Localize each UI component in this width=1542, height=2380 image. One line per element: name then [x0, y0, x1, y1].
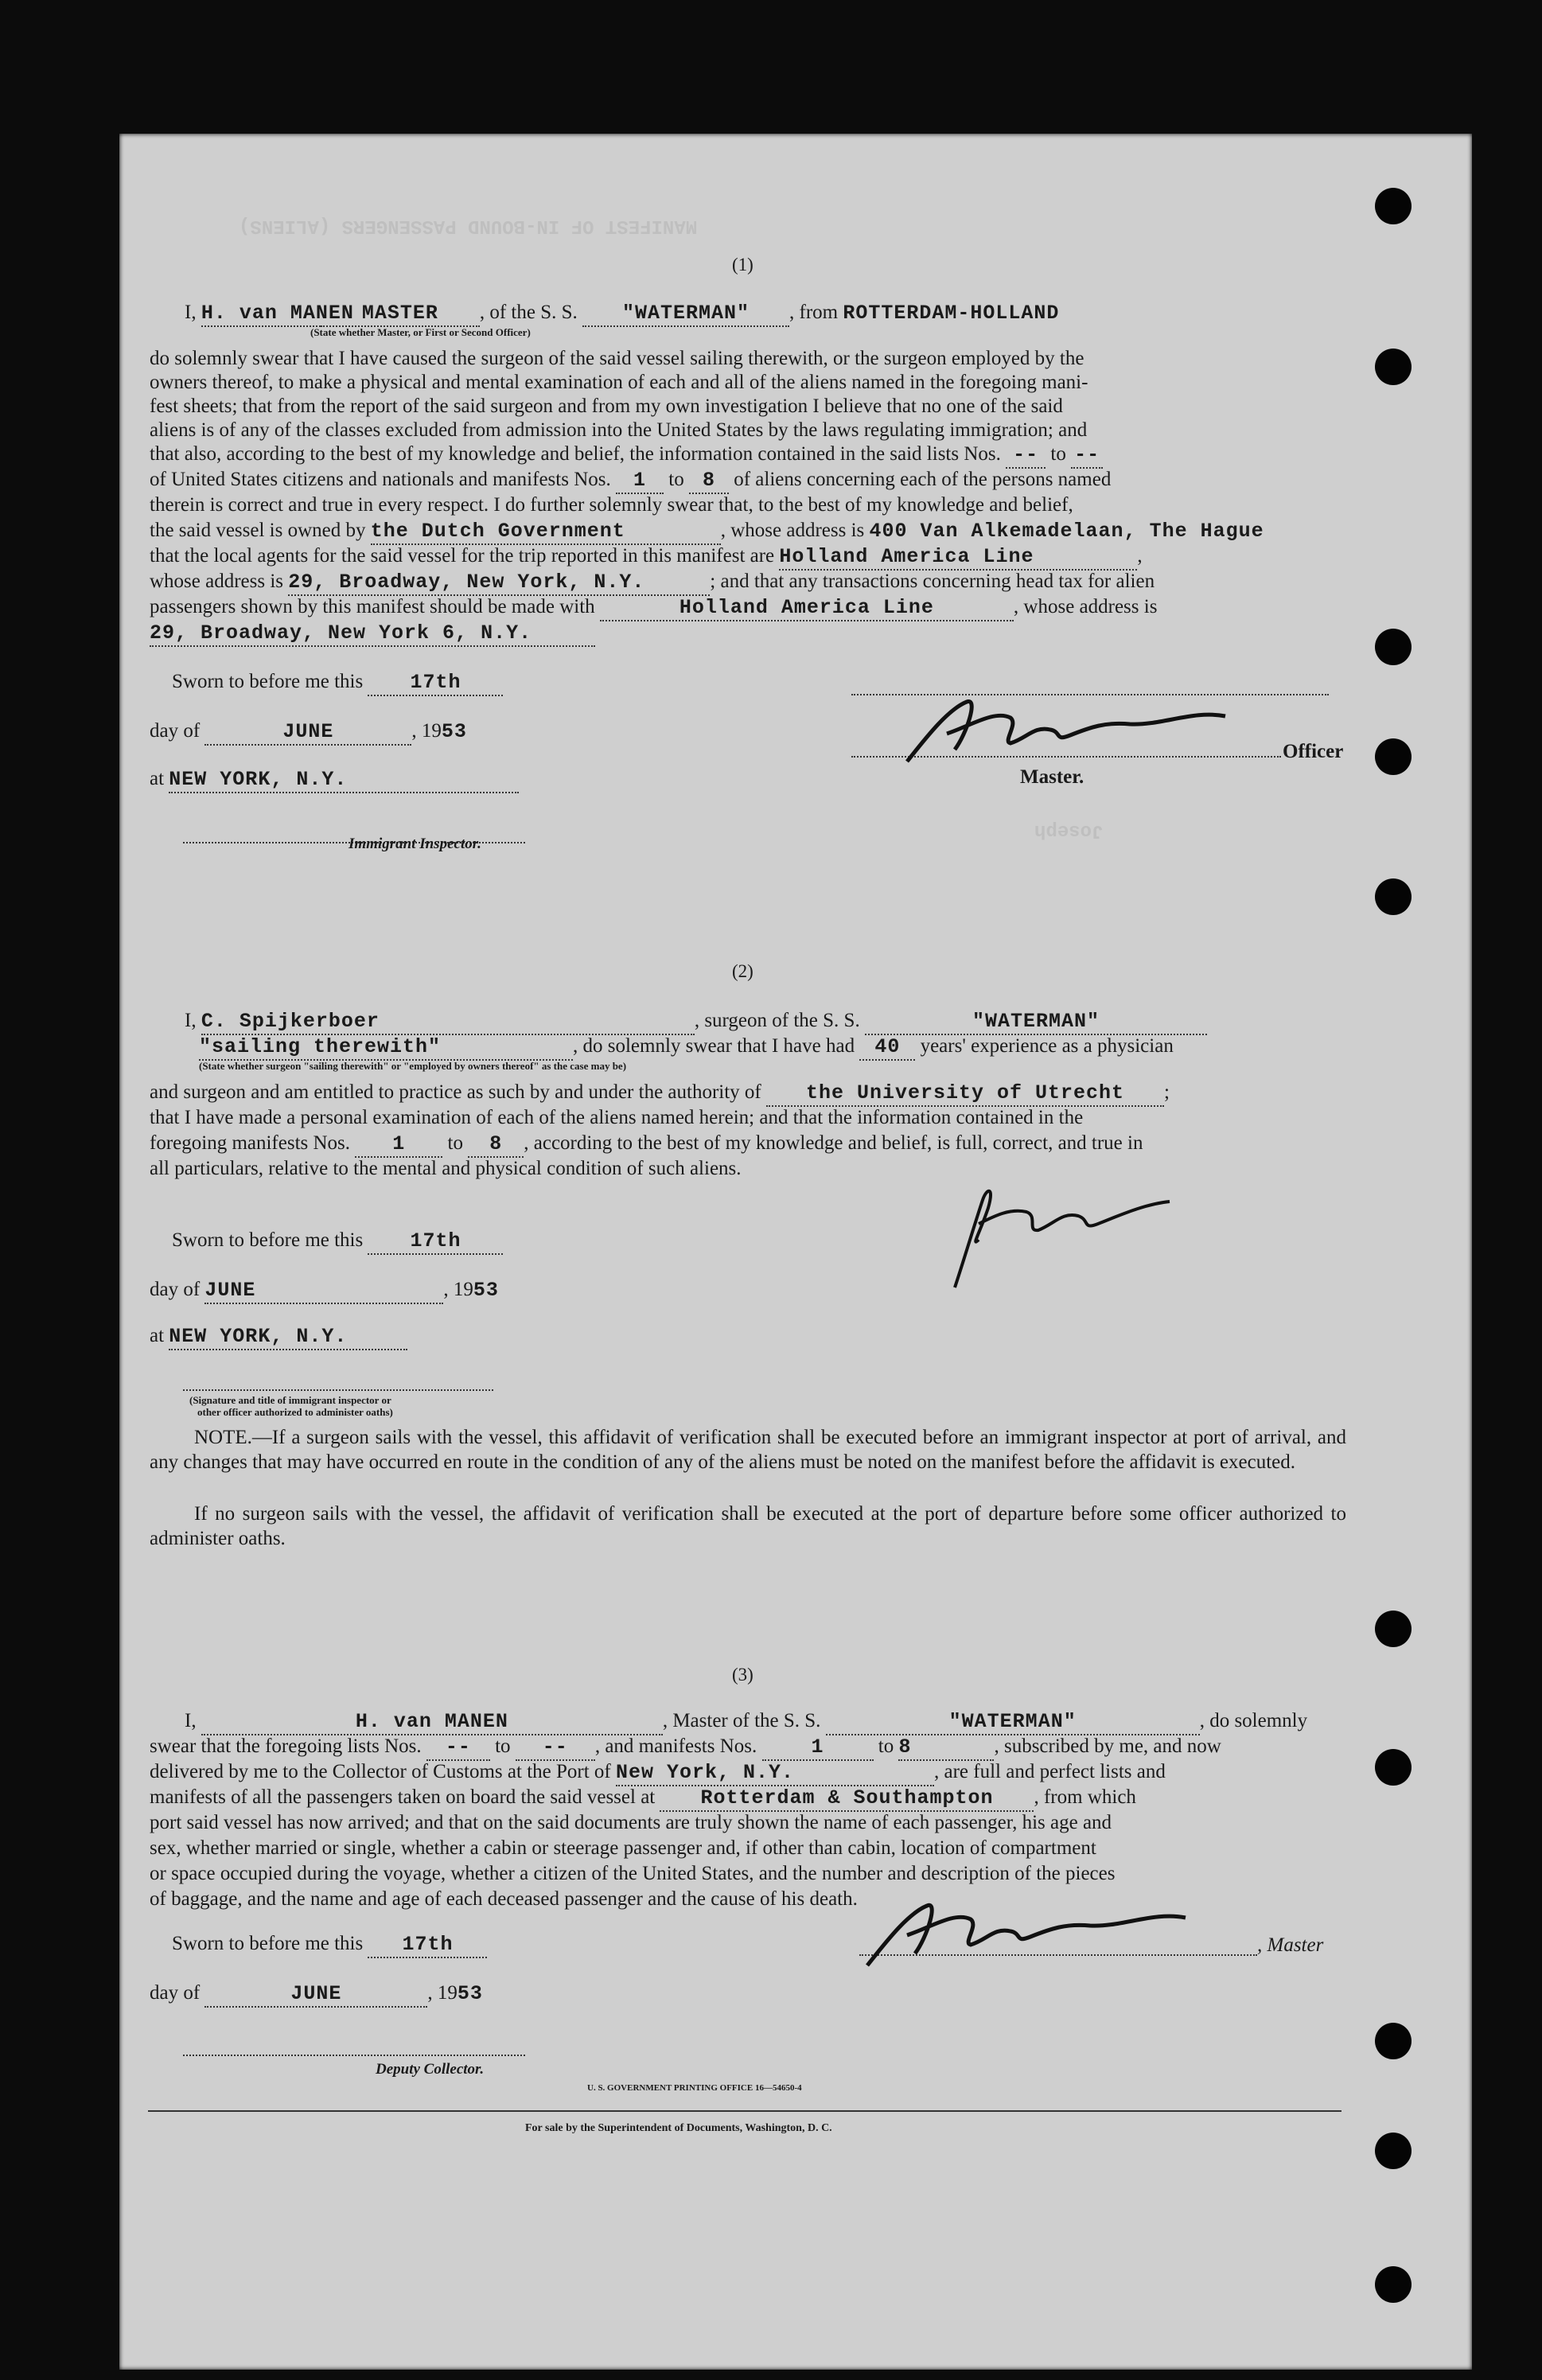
taken-label: manifests of all the passengers taken on board the said vessel at [150, 1786, 656, 1808]
prefix: I, [185, 1010, 197, 1031]
owner-address: 400 Van Alkemadelaan, The Hague [869, 520, 1264, 543]
body-line: all particulars, relative to the mental and physical condition of such aliens. [150, 1158, 742, 1179]
address-label: , whose address is [1013, 596, 1158, 617]
signature-line [183, 1389, 493, 1391]
of-ss-label: , of the S. S. [479, 302, 578, 323]
sig-note: (Signature and title of immigrant inspector or [189, 1394, 391, 1406]
punch-hole [1375, 1749, 1412, 1786]
master-line [185, 1709, 1307, 1735]
taken-at: Rotterdam & Southampton [660, 1786, 1034, 1812]
month: JUNE [204, 1982, 427, 2008]
punch-hole [1375, 2266, 1412, 2303]
year-prefix: , 19 [443, 1279, 473, 1300]
sailing-status: "sailing therewith" [199, 1035, 573, 1061]
at-label: at [150, 768, 165, 789]
body-text: of United States citizens and nationals and manifests Nos. [150, 469, 611, 490]
day-line [150, 1981, 483, 2008]
lists-from: -- [1006, 443, 1046, 469]
sworn-line [172, 670, 503, 696]
sworn-day: 17th [368, 1229, 503, 1255]
punch-hole [1375, 2023, 1412, 2059]
head-tax-label: ; and that any transactions concerning head tax for alien [710, 571, 1155, 592]
at-label: at [150, 1325, 165, 1346]
body-line [150, 1132, 1143, 1158]
lists-from: -- [426, 1735, 490, 1761]
sworn-label: Sworn to before me this [172, 1229, 364, 1251]
swear-label: swear that the foregoing lists Nos. [150, 1735, 422, 1757]
manifests-label: , and manifests Nos. [594, 1735, 757, 1757]
body-line: or space occupied during the voyage, whether a citizen of the United States, and the number and description of the pieces [150, 1863, 1116, 1884]
printing-office: U. S. GOVERNMENT PRINTING OFFICE 16—54650-4 [587, 2083, 802, 2093]
place: NEW YORK, N.Y. [169, 1325, 407, 1350]
from-label: , from [789, 302, 839, 323]
body-line [150, 621, 595, 647]
signature-line [183, 2055, 525, 2056]
manifest-to: 8 [898, 1735, 994, 1761]
surgeon-line [185, 1009, 1207, 1035]
owner: the Dutch Government [371, 520, 721, 545]
owned-label: the said vessel is owned by [150, 520, 366, 541]
officer-word: Officer [1283, 741, 1344, 762]
agents: Holland America Line [779, 545, 1137, 571]
master-signature [859, 1886, 1241, 1973]
at-line [150, 767, 519, 793]
sworn-label: Sworn to before me this [172, 671, 364, 692]
from-which: , from which [1034, 1786, 1136, 1808]
ship-name: "WATERMAN" [865, 1010, 1207, 1035]
master-rank: MASTER [321, 302, 480, 327]
master-signature [891, 686, 1321, 773]
body-line: fest sheets; that from the report of the said surgeon and from my own investigation I believe that no one of the said [150, 395, 1063, 417]
full-perfect-text: , are full and perfect lists and [934, 1761, 1166, 1782]
day-of-label: day of [150, 720, 201, 742]
years-label: years' experience as a physician [920, 1035, 1174, 1057]
lists-to: -- [1071, 443, 1103, 469]
inspector-label: Immigrant Inspector. [349, 836, 481, 852]
punch-hole [1375, 349, 1412, 385]
bleed-through-text: Joseph [1034, 820, 1104, 841]
to-word: to [668, 469, 684, 490]
address-label: , whose address is [720, 520, 865, 541]
body-line: of baggage, and the name and age of each deceased passenger and the cause of his death. [150, 1888, 858, 1910]
body-line [150, 570, 1155, 596]
prefix: I, [185, 1710, 197, 1731]
address-label: whose address is [150, 571, 284, 592]
body-line [150, 442, 1103, 469]
manifest-to: 8 [689, 469, 729, 494]
punch-hole [1375, 738, 1412, 775]
years-experience: 40 [859, 1035, 915, 1061]
section-number: (3) [732, 1665, 753, 1685]
body-line: that the local agents for the said vessel for the trip reported in this manifest are Holland America Line , [150, 544, 1143, 571]
ship-name: "WATERMAN" [826, 1710, 1200, 1735]
port-from: ROTTERDAM-HOLLAND [843, 302, 1060, 325]
place: NEW YORK, N.Y. [169, 768, 519, 793]
surgeon-name: C. Spijkerboer [201, 1010, 695, 1035]
to-word: to [878, 1735, 894, 1757]
to-word: to [495, 1735, 511, 1757]
day-line [150, 1278, 499, 1304]
head-tax-party: Holland America Line [600, 596, 1014, 621]
note-paragraph: NOTE.—If a surgeon sails with the vessel, this affidavit of verification shall be executed before an immigrant inspector at port of arrival, and any changes that may have occurred en route in the condition of any of the aliens must be noted on the manifest before the affidavit is executed. [150, 1427, 1346, 1473]
body-line [150, 468, 1111, 494]
head-tax-text: passengers shown by this manifest should be made with [150, 596, 595, 617]
footer-rule [148, 2110, 1341, 2112]
sworn-line [172, 1932, 487, 1958]
day-of-label: day of [150, 1279, 201, 1300]
master-of-label: , Master of the S. S. [662, 1710, 821, 1731]
ship-name: "WATERMAN" [582, 302, 789, 327]
delivered-label: delivered by me to the Collector of Customs at the Port of [150, 1761, 611, 1782]
year: 53 [441, 720, 467, 743]
at-line [150, 1324, 407, 1350]
body-line: aliens is of any of the classes excluded from admission into the United States by the laws regulating immigration; and [150, 419, 1088, 441]
year-prefix: , 19 [427, 1982, 458, 2004]
manifest-from: 1 [762, 1735, 874, 1761]
month: JUNE [204, 1279, 443, 1304]
punch-hole [1375, 629, 1412, 665]
day-line [150, 719, 467, 746]
body-line [150, 595, 1157, 621]
master-label: , Master [1257, 1934, 1324, 1956]
body-line [150, 519, 1264, 545]
for-sale-notice: For sale by the Superintendent of Documents, Washington, D. C. [525, 2122, 832, 2134]
signer-title: Master. [1020, 766, 1084, 788]
surgeon-of-label: , surgeon of the S. S. [694, 1010, 860, 1031]
body-line: therein is correct and true in every respect. I do further solemnly swear that, to the best of my knowledge and belief, [150, 494, 1073, 516]
head-tax-address: 29, Broadway, New York 6, N.Y. [150, 621, 595, 647]
port: New York, N.Y. [616, 1761, 934, 1786]
sworn-day: 17th [368, 1933, 487, 1958]
sworn-label: Sworn to before me this [172, 1933, 364, 1954]
authority: the University of Utrecht [766, 1081, 1164, 1107]
to-word: to [1050, 443, 1066, 465]
body-line [150, 1760, 1166, 1786]
month: JUNE [204, 720, 411, 746]
lists-to: -- [516, 1735, 595, 1761]
to-word: to [447, 1132, 463, 1154]
year-prefix: , 19 [411, 720, 442, 742]
body-line: that I have made a personal examination of each of the aliens named herein; and that the information contained in the [150, 1107, 1084, 1128]
master-name: H. van MANEN [201, 1710, 663, 1735]
body-line: and surgeon and am entitled to practice as such by and under the authority of the University of Utrecht ; [150, 1081, 1170, 1107]
sworn-line [172, 1229, 503, 1255]
manifest-to: 8 [468, 1132, 524, 1158]
body-text: of aliens concerning each of the persons named [734, 469, 1112, 490]
bleed-through-text: MANIFEST OF IN-BOUND PASSENGERS (ALIENS) [239, 215, 698, 236]
punch-hole [1375, 188, 1412, 224]
year: 53 [457, 1982, 483, 2005]
body-text: , according to the best of my knowledge and belief, is full, correct, and true in [524, 1132, 1143, 1154]
agents-address: 29, Broadway, New York, N.Y. [288, 571, 710, 596]
note-paragraph: If no surgeon sails with the vessel, the affidavit of verification shall be executed at the port of departure before some officer authorized to administer oaths. [150, 1503, 1346, 1549]
body-line: owners thereof, to make a physical and mental examination of each and all of the aliens named in the foregoing mani- [150, 372, 1088, 393]
sig-note: other officer authorized to administer oaths) [197, 1406, 393, 1418]
punch-hole [1375, 2133, 1412, 2169]
rank-note: (State whether Master, or First or Second Officer) [310, 326, 531, 338]
body-text: that also, according to the best of my knowledge and belief, the information contained in the said lists Nos. [150, 443, 1001, 465]
manifest-from: 1 [355, 1132, 442, 1158]
punch-hole [1375, 1611, 1412, 1647]
collector-label: Deputy Collector. [376, 2061, 485, 2078]
manifest-from: 1 [616, 469, 664, 494]
agents-label: that the local agents for the said vessel for the trip reported in this manifest are [150, 545, 775, 567]
do-solemnly: , do solemnly [1199, 1710, 1308, 1731]
sworn-day: 17th [368, 671, 503, 696]
sailing-line [199, 1034, 1174, 1061]
body-line [150, 1786, 1136, 1812]
section-number: (1) [732, 255, 753, 275]
swear-text: , do solemnly swear that I have had [573, 1035, 855, 1057]
subscribed-text: , subscribed by me, and now [994, 1735, 1221, 1757]
day-of-label: day of [150, 1982, 201, 2004]
punch-hole [1375, 878, 1412, 915]
body-line: do solemnly swear that I have caused the surgeon of the said vessel sailing therewith, or the surgeon employed by the [150, 348, 1084, 369]
master-affidavit-line [185, 301, 1059, 327]
body-line: port said vessel has now arrived; and that on the said documents are truly shown the name of each passenger, his age and [150, 1812, 1112, 1833]
surgeon-signature [931, 1176, 1193, 1295]
prefix: I, [185, 302, 197, 323]
manifests-label: foregoing manifests Nos. [150, 1132, 351, 1154]
body-line: sex, whether married or single, whether a cabin or steerage passenger and, if other than cabin, location of compartment [150, 1837, 1096, 1859]
sailing-note: (State whether surgeon "sailing therewith" or "employed by owners thereof" as the case may be) [199, 1060, 627, 1072]
authority-label: and surgeon and am entitled to practice as such by and under the authority of [150, 1081, 761, 1103]
body-line [150, 1735, 1221, 1761]
year: 53 [473, 1279, 499, 1302]
section-number: (2) [732, 961, 753, 981]
master-name: H. van MANEN [201, 302, 321, 327]
